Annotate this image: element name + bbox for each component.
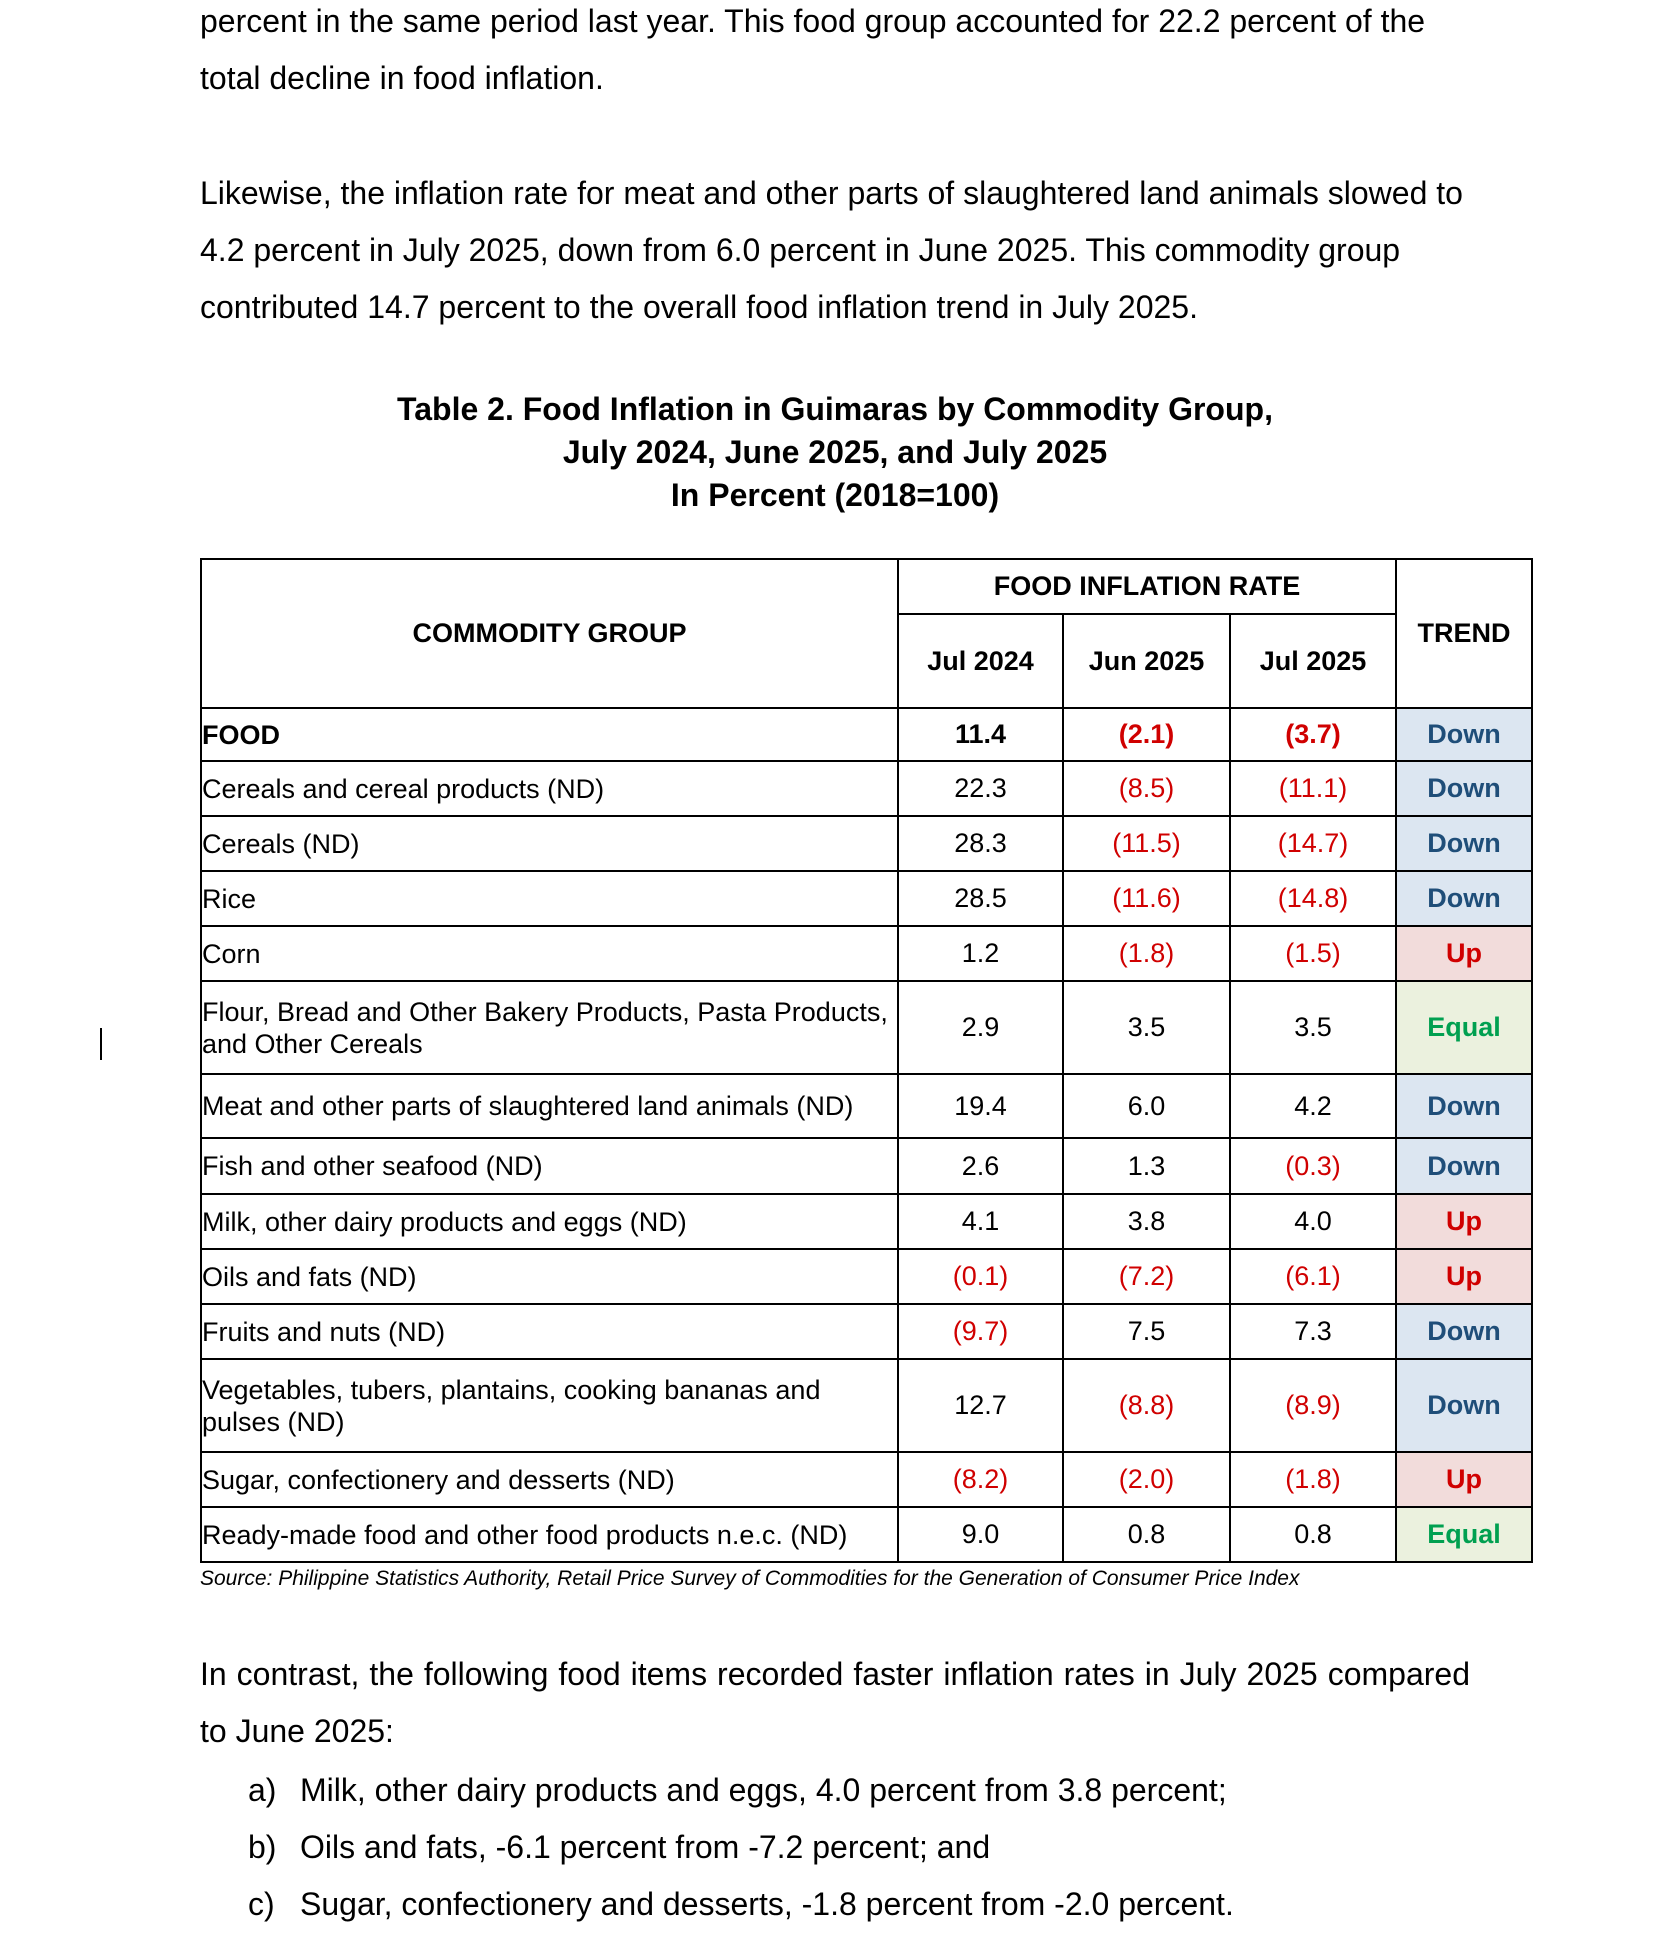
value-cell: 1.2 [898, 926, 1063, 981]
header-trend: TREND [1396, 559, 1532, 708]
value-cell: 22.3 [898, 761, 1063, 816]
table-row [201, 1452, 1532, 1507]
row-rice-name: Rice [201, 871, 898, 926]
table-row [201, 981, 1532, 1074]
trend-badge: Down [1396, 816, 1532, 871]
table-row [201, 1074, 1532, 1138]
header-period-jul-2025: Jul 2025 [1230, 614, 1396, 708]
trend-badge: Down [1396, 708, 1532, 761]
table-row [201, 1194, 1532, 1249]
value-cell: 12.7 [898, 1359, 1063, 1452]
value-cell: (3.7) [1230, 708, 1396, 761]
trend-badge: Equal [1396, 1507, 1532, 1562]
value-cell: (11.5) [1063, 816, 1230, 871]
row-vegetables-name: Vegetables, tubers, plantains, cooking bananas and pulses (ND) [201, 1359, 898, 1452]
intro-paragraph: percent in the same period last year. This food group accounted for 22.2 percent of the total decline in food inflation. [200, 3, 1426, 96]
faster-inflation-list [248, 1762, 1234, 1933]
value-cell: (8.8) [1063, 1359, 1230, 1452]
trend-badge: Down [1396, 1138, 1532, 1194]
table-row [201, 1304, 1532, 1359]
trend-badge: Equal [1396, 981, 1532, 1074]
table-row [201, 816, 1532, 871]
trend-badge: Up [1396, 1194, 1532, 1249]
value-cell: (1.8) [1063, 926, 1230, 981]
value-cell: (0.1) [898, 1249, 1063, 1304]
row-fish-name: Fish and other seafood (ND) [201, 1138, 898, 1194]
value-cell: 6.0 [1063, 1074, 1230, 1138]
list-item-text: Milk, other dairy products and eggs, 4.0 percent from 3.8 percent; [300, 1772, 1227, 1808]
value-cell: (8.5) [1063, 761, 1230, 816]
trend-badge: Down [1396, 1359, 1532, 1452]
value-cell: 2.6 [898, 1138, 1063, 1194]
value-cell: (14.8) [1230, 871, 1396, 926]
value-cell: 3.5 [1230, 981, 1396, 1074]
value-cell: 9.0 [898, 1507, 1063, 1562]
row-corn-name: Corn [201, 926, 898, 981]
meat-paragraph: Likewise, the inflation rate for meat and other parts of slaughtered land animals slowed to 4.2 percent in July 2025, down from 6.0 percent in June 2025. This commodity group contributed 14.7 percent to the overall food inflation trend in July 2025. [200, 175, 1463, 325]
table-title [200, 388, 1470, 517]
value-cell: (8.9) [1230, 1359, 1396, 1452]
list-item [248, 1762, 1234, 1819]
table-title-line-3: In Percent (2018=100) [670, 477, 1000, 513]
text-cursor [100, 1028, 102, 1060]
value-cell: (14.7) [1230, 816, 1396, 871]
value-cell: 0.8 [1230, 1507, 1396, 1562]
value-cell: (8.2) [898, 1452, 1063, 1507]
row-fruits-name: Fruits and nuts (ND) [201, 1304, 898, 1359]
list-item [248, 1876, 1234, 1933]
row-cereals-products-name: Cereals and cereal products (ND) [201, 761, 898, 816]
table-row [201, 871, 1532, 926]
table-title-line-1: Table 2. Food Inflation in Guimaras by Commodity Group, [397, 391, 1273, 427]
header-period-jun-2025: Jun 2025 [1063, 614, 1230, 708]
value-cell: (6.1) [1230, 1249, 1396, 1304]
table-source-note: Source: Philippine Statistics Authority, Retail Price Survey of Commodities for the Generation of Consumer Price Index [200, 1567, 1300, 1590]
row-sugar-name: Sugar, confectionery and desserts (ND) [201, 1452, 898, 1507]
row-flour-bread-name: Flour, Bread and Other Bakery Products, Pasta Products, and Other Cereals [201, 981, 898, 1074]
value-cell: (0.3) [1230, 1138, 1396, 1194]
row-milk-name: Milk, other dairy products and eggs (ND) [201, 1194, 898, 1249]
header-commodity-group: COMMODITY GROUP [201, 559, 898, 708]
list-marker: b) [248, 1829, 277, 1865]
header-food-inflation-rate: FOOD INFLATION RATE [898, 559, 1396, 614]
list-item-text: Oils and fats, -6.1 percent from -7.2 percent; and [300, 1829, 991, 1865]
row-ready-made-name: Ready-made food and other food products n.e.c. (ND) [201, 1507, 898, 1562]
value-cell: 4.0 [1230, 1194, 1396, 1249]
value-cell: 1.3 [1063, 1138, 1230, 1194]
contrast-paragraph: In contrast, the following food items recorded faster inflation rates in July 2025 compared to June 2025: [200, 1656, 1470, 1749]
value-cell: (1.8) [1230, 1452, 1396, 1507]
row-cereals-name: Cereals (ND) [201, 816, 898, 871]
value-cell: (2.1) [1063, 708, 1230, 761]
value-cell: (11.6) [1063, 871, 1230, 926]
row-meat-name: Meat and other parts of slaughtered land animals (ND) [201, 1074, 898, 1138]
value-cell: 7.3 [1230, 1304, 1396, 1359]
value-cell: (1.5) [1230, 926, 1396, 981]
value-cell: 4.2 [1230, 1074, 1396, 1138]
list-item [248, 1819, 1234, 1876]
value-cell: (9.7) [898, 1304, 1063, 1359]
row-oils-name: Oils and fats (ND) [201, 1249, 898, 1304]
trend-badge: Down [1396, 1074, 1532, 1138]
food-inflation-table [200, 558, 1533, 1563]
row-food-name: FOOD [201, 708, 898, 761]
value-cell: (11.1) [1230, 761, 1396, 816]
trend-badge: Down [1396, 1304, 1532, 1359]
value-cell: 28.5 [898, 871, 1063, 926]
value-cell: 19.4 [898, 1074, 1063, 1138]
value-cell: (2.0) [1063, 1452, 1230, 1507]
value-cell: 7.5 [1063, 1304, 1230, 1359]
value-cell: 0.8 [1063, 1507, 1230, 1562]
value-cell: 11.4 [898, 708, 1063, 761]
table-row [201, 761, 1532, 816]
header-period-jul-2024: Jul 2024 [898, 614, 1063, 708]
value-cell: 3.5 [1063, 981, 1230, 1074]
value-cell: 4.1 [898, 1194, 1063, 1249]
trend-badge: Down [1396, 871, 1532, 926]
table-row [201, 1138, 1532, 1194]
value-cell: 28.3 [898, 816, 1063, 871]
table-row [201, 926, 1532, 981]
list-marker: a) [248, 1772, 277, 1808]
list-item-text: Sugar, confectionery and desserts, -1.8 percent from -2.0 percent. [300, 1886, 1234, 1922]
table-row [201, 1359, 1532, 1452]
table-row [201, 708, 1532, 761]
table-row [201, 1507, 1532, 1562]
trend-badge: Down [1396, 761, 1532, 816]
table-row [201, 1249, 1532, 1304]
trend-badge: Up [1396, 1249, 1532, 1304]
value-cell: (7.2) [1063, 1249, 1230, 1304]
list-marker: c) [248, 1886, 275, 1922]
trend-badge: Up [1396, 926, 1532, 981]
table-title-line-2: July 2024, June 2025, and July 2025 [562, 434, 1108, 470]
value-cell: 2.9 [898, 981, 1063, 1074]
trend-badge: Up [1396, 1452, 1532, 1507]
value-cell: 3.8 [1063, 1194, 1230, 1249]
